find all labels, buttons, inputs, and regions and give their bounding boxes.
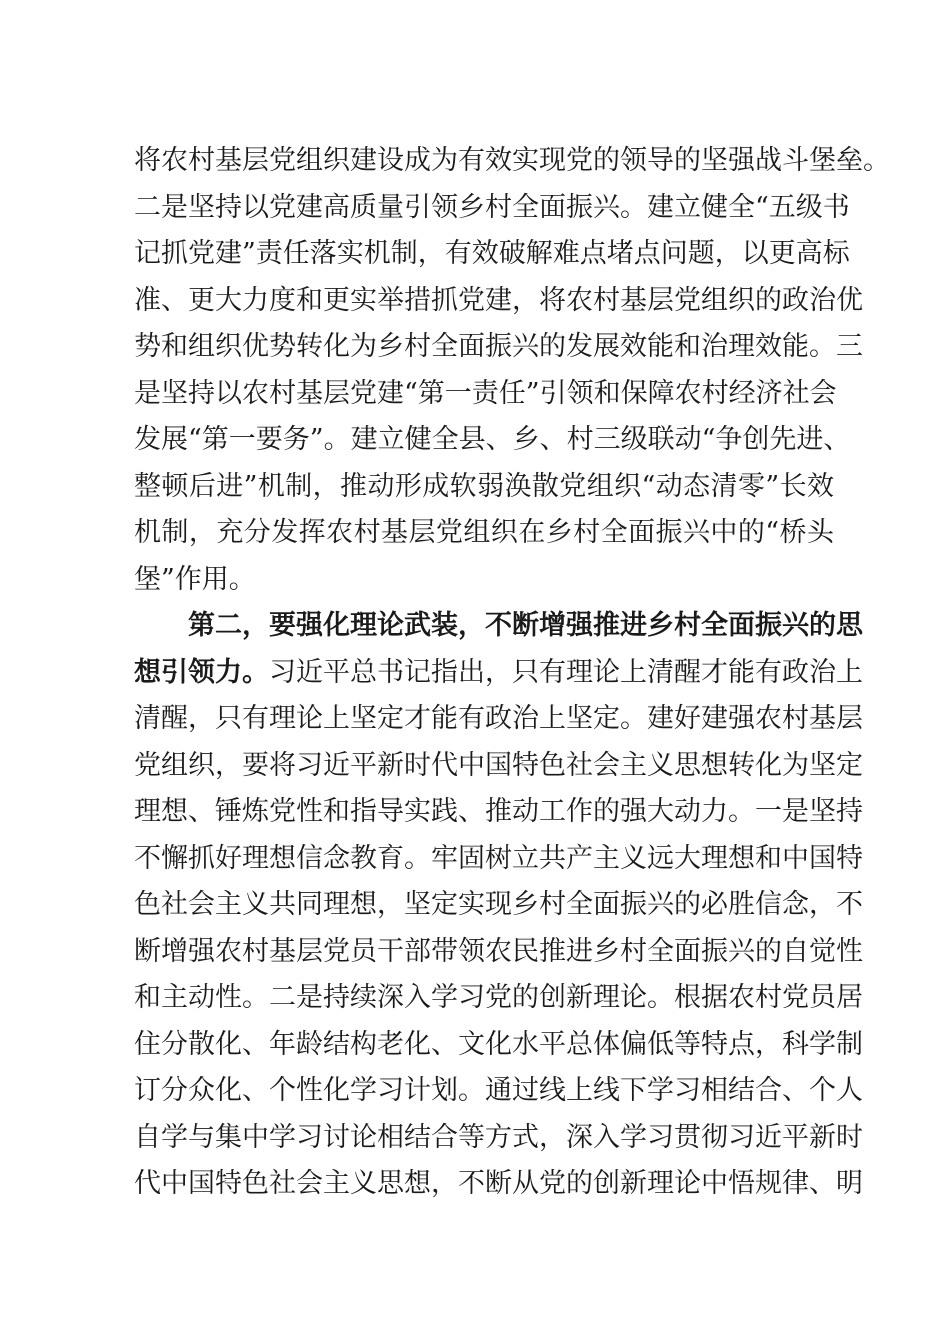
document-body xyxy=(134,138,890,1208)
text-line: 机制，充分发挥农村基层党组织在乡村全面振兴中的“桥头 xyxy=(134,517,834,548)
text-line: 堡”作用。 xyxy=(134,563,256,595)
text-line: 色社会主义共同理想，坚定实现乡村全面振兴的必胜信念，不 xyxy=(134,889,863,920)
text-line: 订分众化、个性化学习计划。通过线上线下学习相结合、个人 xyxy=(134,1075,863,1106)
section-heading: 第二，要强化理论武装，不断增强推进乡村全面振兴的思 xyxy=(188,610,863,641)
text-line: 自学与集中学习讨论相结合等方式，深入学习贯彻习近平新时 xyxy=(134,1121,863,1153)
section-heading-continuation xyxy=(134,650,863,697)
text-span: 习近平总书记指出，只有理论上清醒才能有政治上 xyxy=(269,656,863,688)
text-line: 将农村基层党组织建设成为有效实现党的领导的坚强战斗堡垒。 xyxy=(134,145,890,176)
text-line: 势和组织优势转化为乡村全面振兴的发展效能和治理效能。三 xyxy=(134,331,863,362)
text-line: 不懈抓好理想信念教育。牢固树立共产主义远大理想和中国特 xyxy=(134,842,863,874)
text-line: 记抓党建”责任落实机制，有效破解难点堵点问题，以更高标 xyxy=(134,238,850,269)
section-heading-end: 想引领力。 xyxy=(134,656,269,688)
text-line: 党组织，要将习近平新时代中国特色社会主义思想转化为坚定 xyxy=(134,749,863,781)
text-line: 二是坚持以党建高质量引领乡村全面振兴。建立健全“五级书 xyxy=(134,191,850,223)
text-line: 整顿后进”机制，推动形成软弱涣散党组织“动态清零”长效 xyxy=(134,470,834,502)
text-line: 准、更大力度和更实举措抓党建，将农村基层党组织的政治优 xyxy=(134,284,863,316)
text-line: 是坚持以农村基层党建“第一责任”引领和保障农村经济社会 xyxy=(134,377,837,409)
text-line: 发展“第一要务”。建立健全县、乡、村三级联动“争创先进、 xyxy=(134,424,851,455)
text-line: 和主动性。二是持续深入学习党的创新理论。根据农村党员居 xyxy=(134,982,863,1013)
text-line: 理想、锤炼党性和指导实践、推动工作的强大动力。一是坚持 xyxy=(134,796,863,827)
text-line: 住分散化、年龄结构老化、文化水平总体偏低等特点，科学制 xyxy=(134,1028,863,1060)
text-line: 代中国特色社会主义思想，不断从党的创新理论中悟规律、明 xyxy=(134,1168,863,1199)
text-line: 清醒，只有理论上坚定才能有政治上坚定。建好建强农村基层 xyxy=(134,703,863,734)
text-line: 断增强农村基层党员干部带领农民推进乡村全面振兴的自觉性 xyxy=(134,935,863,967)
